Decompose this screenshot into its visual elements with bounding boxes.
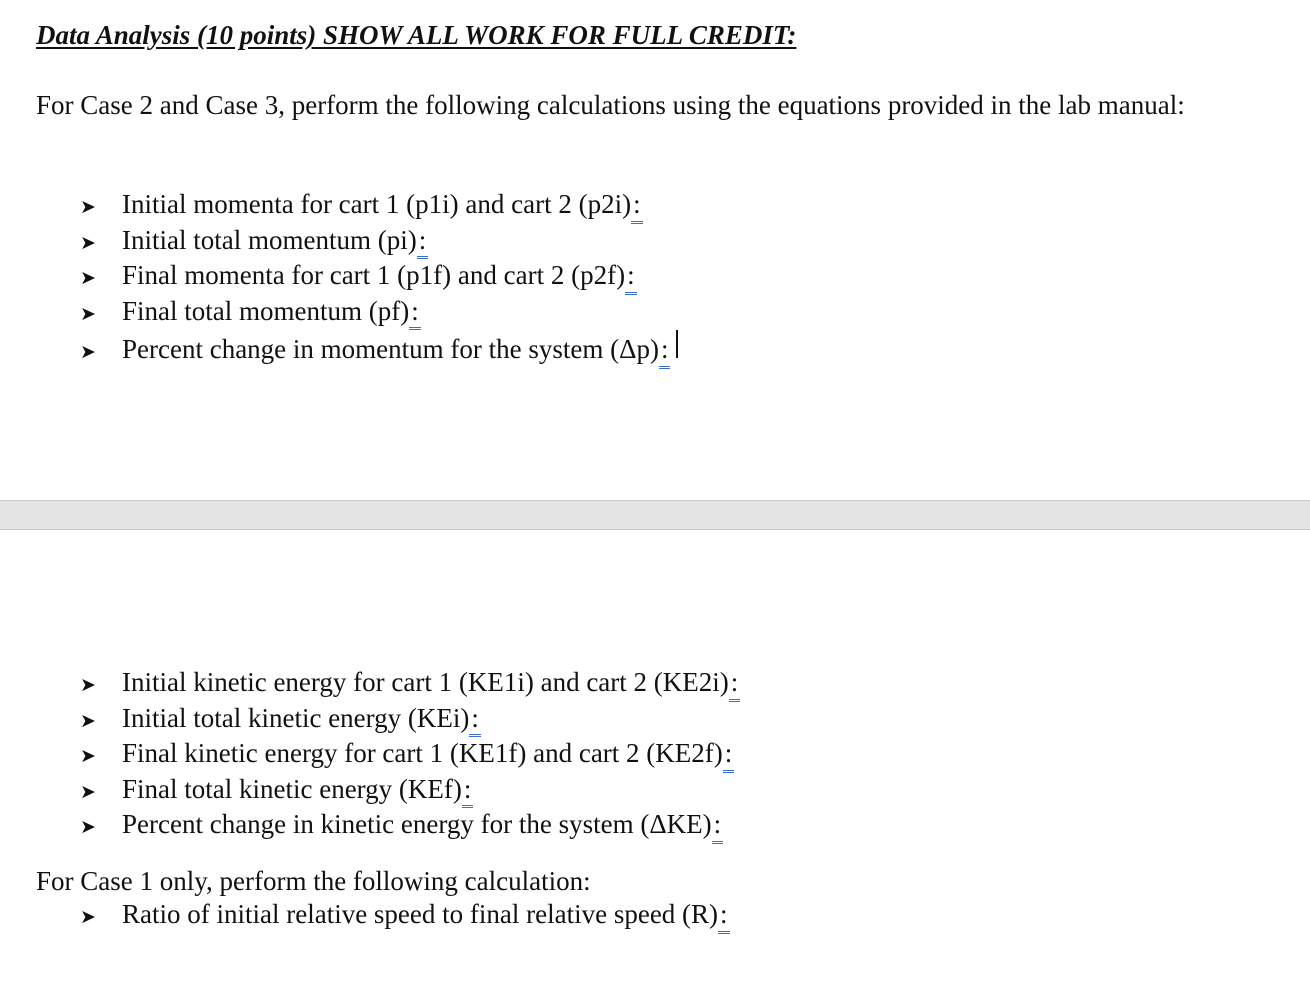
list-item <box>80 898 730 934</box>
answer-colon[interactable]: : <box>712 808 724 844</box>
answer-colon[interactable]: : <box>718 898 730 934</box>
arrow-bullet-icon: ➤ <box>80 780 96 803</box>
arrow-bullet-icon: ➤ <box>80 341 96 363</box>
list-item-text: Percent change in kinetic energy for the system (ΔKE) <box>122 809 712 839</box>
list-item <box>80 773 740 809</box>
list-item <box>80 295 678 331</box>
arrow-bullet-icon: ➤ <box>80 906 96 928</box>
answer-colon[interactable]: : <box>631 188 643 224</box>
arrow-bullet-icon: ➤ <box>80 267 96 289</box>
arrow-bullet-icon: ➤ <box>80 302 96 325</box>
list-item-text: Initial kinetic energy for cart 1 (KE1i) and cart 2 (KE2i) <box>122 667 729 697</box>
list-item-text: Initial total kinetic energy (KEi) <box>122 702 470 733</box>
case1-paragraph: For Case 1 only, perform the following calculation: <box>36 866 591 896</box>
arrow-bullet-icon: ➤ <box>80 674 96 696</box>
list-item-text: Percent change in momentum for the system (Δp) <box>122 334 659 364</box>
page-break <box>0 500 1310 530</box>
answer-colon[interactable]: : <box>723 737 735 773</box>
arrow-bullet-icon: ➤ <box>80 816 96 838</box>
answer-colon[interactable]: : <box>729 666 741 702</box>
arrow-bullet-icon: ➤ <box>80 745 96 767</box>
momentum-list <box>80 188 678 369</box>
list-item <box>80 188 678 224</box>
list-item-text: Final total momentum (pf) <box>122 295 410 326</box>
list-item <box>80 224 678 260</box>
list-item <box>80 330 678 369</box>
arrow-bullet-icon: ➤ <box>80 231 96 254</box>
answer-colon[interactable]: : <box>625 259 637 295</box>
answer-colon[interactable]: : <box>659 333 671 369</box>
case1-list <box>80 898 730 934</box>
text-cursor <box>676 330 678 358</box>
answer-colon[interactable]: : <box>462 773 474 809</box>
list-item <box>80 808 740 844</box>
list-item-text: Initial momenta for cart 1 (p1i) and cart 2 (p2i) <box>122 189 632 219</box>
instructions-paragraph: For Case 2 and Case 3, perform the following calculations using the equations provided in the lab manual: <box>36 90 1185 120</box>
list-item <box>80 666 740 702</box>
kinetic-energy-list <box>80 666 740 844</box>
answer-colon[interactable]: : <box>417 224 429 260</box>
list-item-text: Final kinetic energy for cart 1 (KE1f) and cart 2 (KE2f) <box>122 738 723 768</box>
list-item <box>80 737 740 773</box>
list-item <box>80 259 678 295</box>
list-item-text: Initial total momentum (pi) <box>122 224 417 255</box>
list-item-text: Final momenta for cart 1 (p1f) and cart 2 (p2f) <box>122 260 626 290</box>
list-item <box>80 702 740 738</box>
arrow-bullet-icon: ➤ <box>80 196 96 218</box>
list-item-text: Final total kinetic energy (KEf) <box>122 773 462 804</box>
list-item-text: Ratio of initial relative speed to final relative speed (R) <box>122 899 719 929</box>
answer-colon[interactable]: : <box>409 295 421 331</box>
arrow-bullet-icon: ➤ <box>80 709 96 732</box>
answer-colon[interactable]: : <box>469 702 481 738</box>
section-heading: Data Analysis (10 points) SHOW ALL WORK FOR FULL CREDIT: <box>36 20 797 50</box>
